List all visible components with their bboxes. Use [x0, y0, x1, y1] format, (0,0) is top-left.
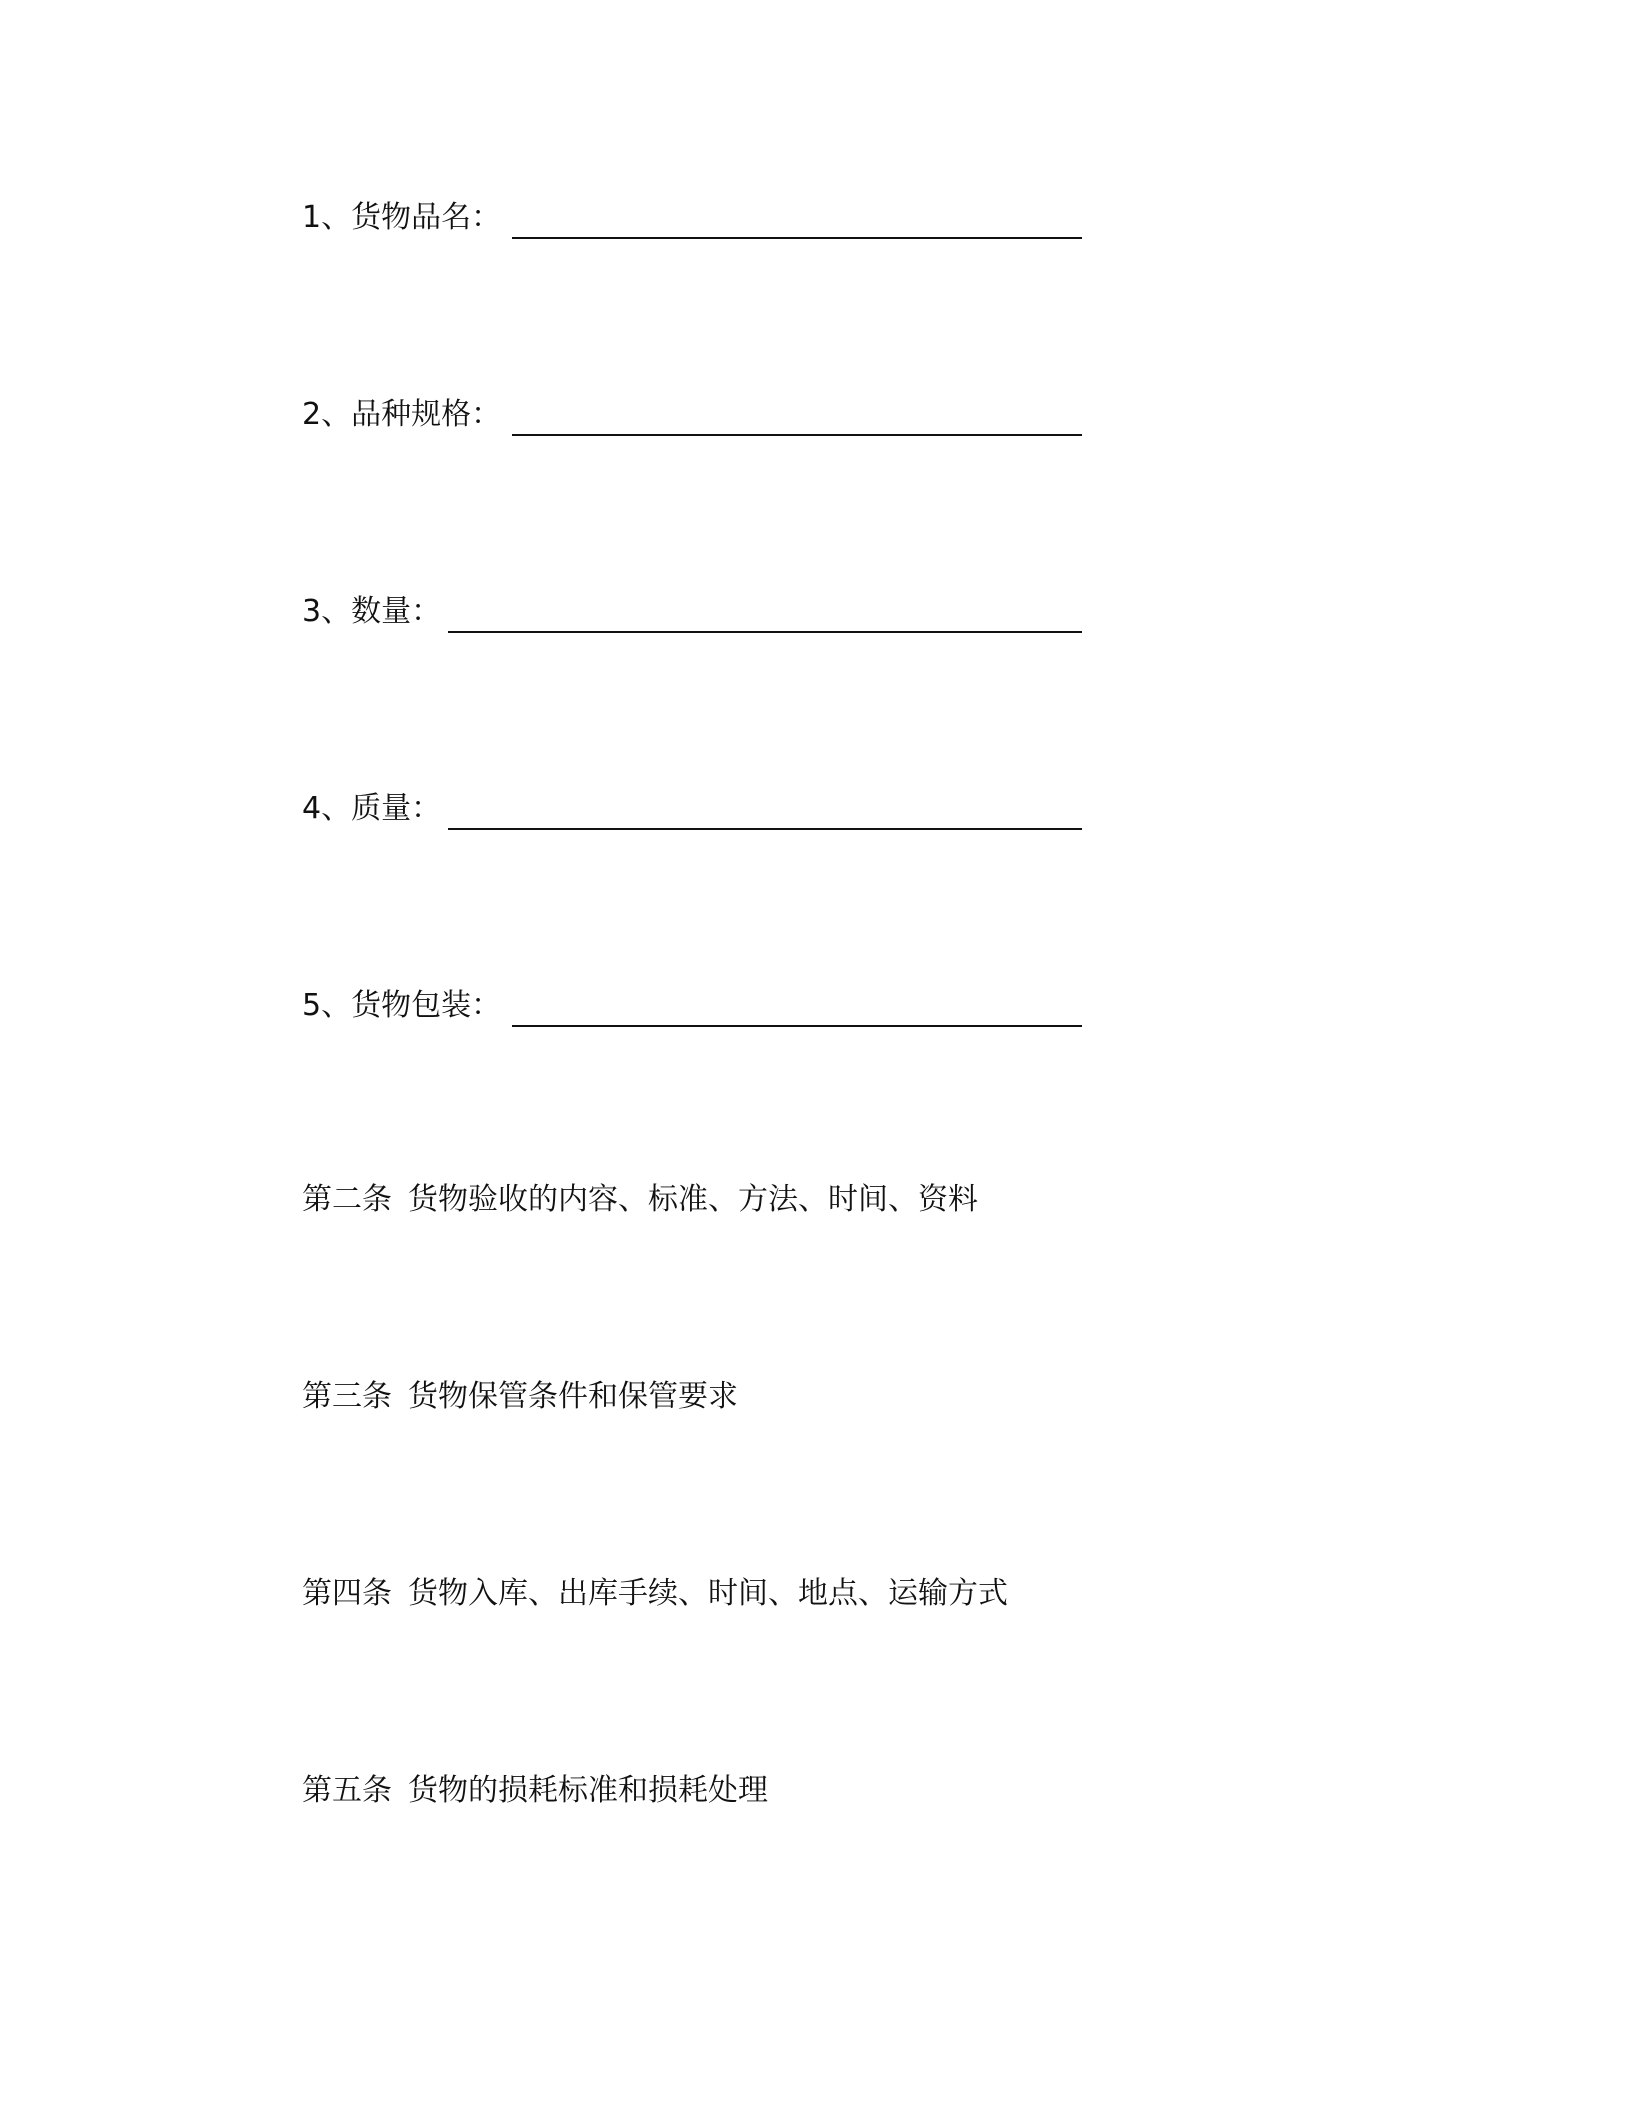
field-label: 2、品种规格：	[302, 397, 502, 432]
article-number: 第四条	[302, 1576, 392, 1611]
fill-in-blank-line[interactable]	[512, 1025, 1082, 1027]
field-label: 5、货物包装：	[302, 988, 502, 1023]
article-title: 货物入库、出库手续、时间、地点、运输方式	[408, 1576, 1008, 1611]
field-quantity	[302, 584, 441, 640]
article-number: 第五条	[302, 1773, 392, 1808]
article-heading	[302, 1369, 738, 1425]
fill-in-blank-line[interactable]	[512, 237, 1082, 239]
field-packaging	[302, 978, 501, 1034]
field-quality	[302, 781, 441, 837]
field-label: 3、数量：	[302, 594, 442, 629]
article-title: 货物的损耗标准和损耗处理	[408, 1773, 768, 1808]
field-label: 1、货物品名：	[302, 200, 502, 235]
fill-in-blank-line[interactable]	[448, 828, 1082, 830]
fill-in-blank-line[interactable]	[512, 434, 1082, 436]
field-goods-name	[302, 190, 501, 246]
article-title: 货物验收的内容、标准、方法、时间、资料	[408, 1182, 978, 1217]
fill-in-blank-line[interactable]	[448, 631, 1082, 633]
article-heading	[302, 1566, 1008, 1622]
article-number: 第三条	[302, 1379, 392, 1414]
article-heading	[302, 1763, 768, 1819]
article-title: 货物保管条件和保管要求	[408, 1379, 738, 1414]
article-number: 第二条	[302, 1182, 392, 1217]
field-label: 4、质量：	[302, 791, 442, 826]
field-specification	[302, 387, 501, 443]
article-heading	[302, 1172, 978, 1228]
